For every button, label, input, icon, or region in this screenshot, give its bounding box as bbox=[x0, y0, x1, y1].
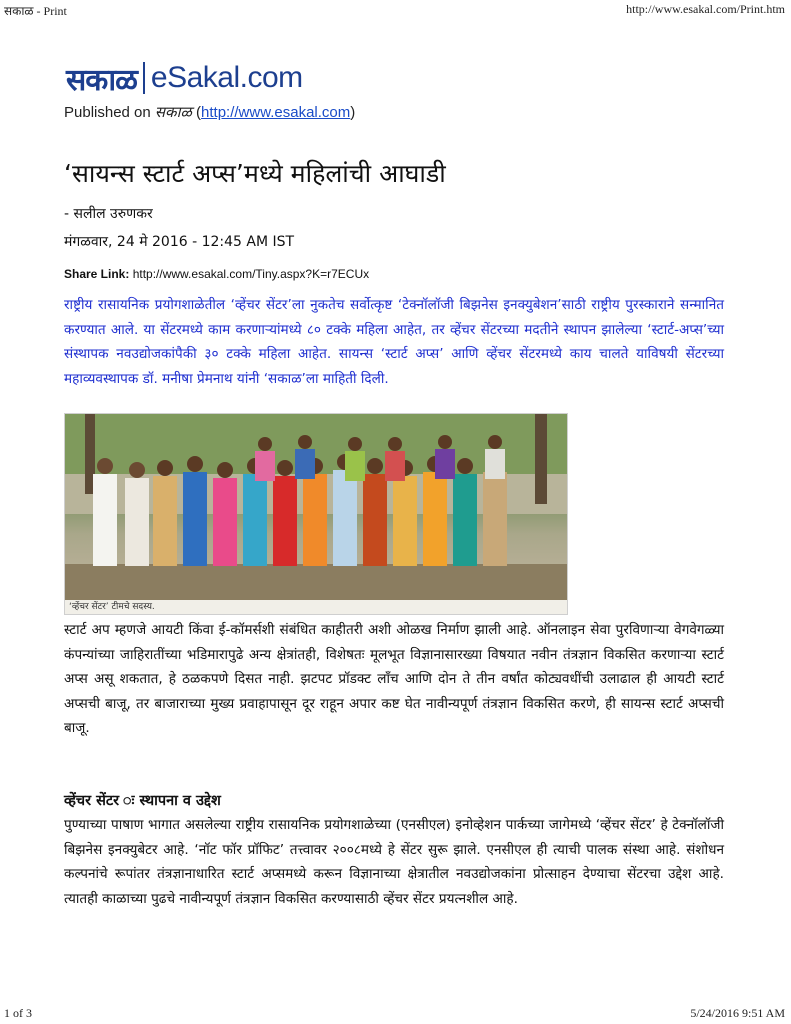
article-body-paragraph-1: स्टार्ट अप म्हणजे आयटी किंवा ई-कॉमर्सशी संबंधित काहीतरी अशी ओळख निर्माण झाली आहे. ऑनलाइन सेवा पुरविणाऱ्या वेगवेगळ्या कंपन्यांच्या जाहिरातींच्या भडिमारापुढे अन्य क्षेत्रांतही, विशेषतः मूलभूत विज्ञानासारख्या विषयात नवीन तंत्रज्ञान विकसित करणाऱ्या स्टार्ट अप्स असू शकतात, हे ठळकपणे दिसत नाही. झटपट प्रॉडक्ट लॉंच आणि दोन ते तीन वर्षांत कोट्यवधींची उलाढाल ही आयटी स्टार्ट अप्सची बाजू, तर बाजाराच्या मुख्य प्रवाहापासून दूर राहून अपार कष्ट घेत नावीन्यपूर्ण तंत्रज्ञान विकसित करणे, ही सायन्स स्टार्ट अप्सची बाजू. bbox=[64, 622, 724, 736]
published-close-paren: ) bbox=[350, 104, 356, 121]
print-footer-timestamp: 5/24/2016 9:51 AM bbox=[690, 1006, 785, 1020]
published-on-line bbox=[64, 102, 355, 122]
share-link-url[interactable]: http://www.esakal.com/Tiny.aspx?K=r7ECUx bbox=[132, 267, 370, 281]
share-link bbox=[64, 267, 369, 281]
published-url-link[interactable]: http://www.esakal.com bbox=[201, 104, 351, 121]
logo-brand-latin: eSakal.com bbox=[150, 61, 303, 94]
article-author: - सलील उरुणकर bbox=[64, 206, 153, 222]
print-header-title: सकाळ - Print bbox=[4, 4, 67, 18]
print-header-url: http://www.esakal.com/Print.htm bbox=[626, 2, 785, 16]
article-title: ‘सायन्स स्टार्ट अप्स’मध्ये महिलांची आघाडी bbox=[64, 159, 446, 188]
esakal-logo[interactable] bbox=[66, 58, 303, 98]
article-body-paragraph-2: पुण्याच्या पाषाण भागात असलेल्या राष्ट्रीय रासायनिक प्रयोगशाळेच्या (एनसीएल) इनोव्हेशन पार्कच्या जागेमध्ये ‘व्हेंचर सेंटर’ हे टेक्नॉलॉजी बिझनेस इनक्युबेटर आहे. ‘नॉट फॉर प्रॉफिट’ तत्त्वावर २००८मध्ये हे सेंटर सुरू झाले. एनसीएल ही त्याची पालक संस्था आहे. संशोधन कल्पनांचे रूपांतर तंत्रज्ञानाधारित स्टार्ट अप्समध्ये करून विज्ञानाच्या क्षेत्रातील नवउद्योजकांना प्रोत्साहन देण्याचा सेंटरचा उद्देश आहे. त्यातही काळाच्या पुढचे नावीन्यपूर्ण तंत्रज्ञान विकसित करण्यासाठी व्हेंचर सेंटर प्रयत्नशील आहे. bbox=[64, 817, 724, 907]
published-prefix: Published on bbox=[64, 104, 151, 121]
article-dateline: मंगळवार, 24 मे 2016 - 12:45 AM IST bbox=[64, 234, 295, 250]
share-link-label: Share Link: bbox=[64, 267, 130, 281]
published-open-paren: ( bbox=[196, 104, 202, 121]
article-lead-paragraph: राष्ट्रीय रासायनिक प्रयोगशाळेतील ‘व्हेंचर सेंटर’ला नुकतेच सर्वोत्कृष्ट ‘टेक्नॉलॉजी बिझनेस इनक्युबेशन’साठी राष्ट्रीय पुरस्काराने सन्मानित करण्यात आले. या सेंटरमध्ये काम करणाऱ्यांमध्ये ८० टक्के महिला आहेत, तर व्हेंचर सेंटरच्या मदतीने स्थापन झालेल्या ‘स्टार्ट-अप्स’च्या संस्थापक नवउद्योजकांपैकी ३० टक्के महिला आहेत. सायन्स ‘स्टार्ट अप्स’ आणि व्हेंचर सेंटरमध्ये काय चालते याविषयी सेंटरच्या महाव्यवस्थापक डॉ. मनीषा प्रेमनाथ यांनी ‘सकाळ’ला माहिती दिली. bbox=[64, 297, 724, 387]
print-footer-page-count: 1 of 3 bbox=[4, 1006, 32, 1020]
logo-separator bbox=[143, 62, 145, 94]
photo-caption: ‘व्हेंचर सेंटर’ टीमचे सदस्य. bbox=[65, 600, 568, 614]
published-brand: सकाळ bbox=[154, 104, 192, 121]
team-photo-illustration bbox=[65, 414, 567, 600]
logo-brand-devanagari: सकाळ bbox=[66, 62, 137, 98]
article-photo bbox=[64, 413, 568, 615]
article-subheading: व्हेंचर सेंटर ः स्थापना व उद्देश bbox=[64, 793, 221, 809]
